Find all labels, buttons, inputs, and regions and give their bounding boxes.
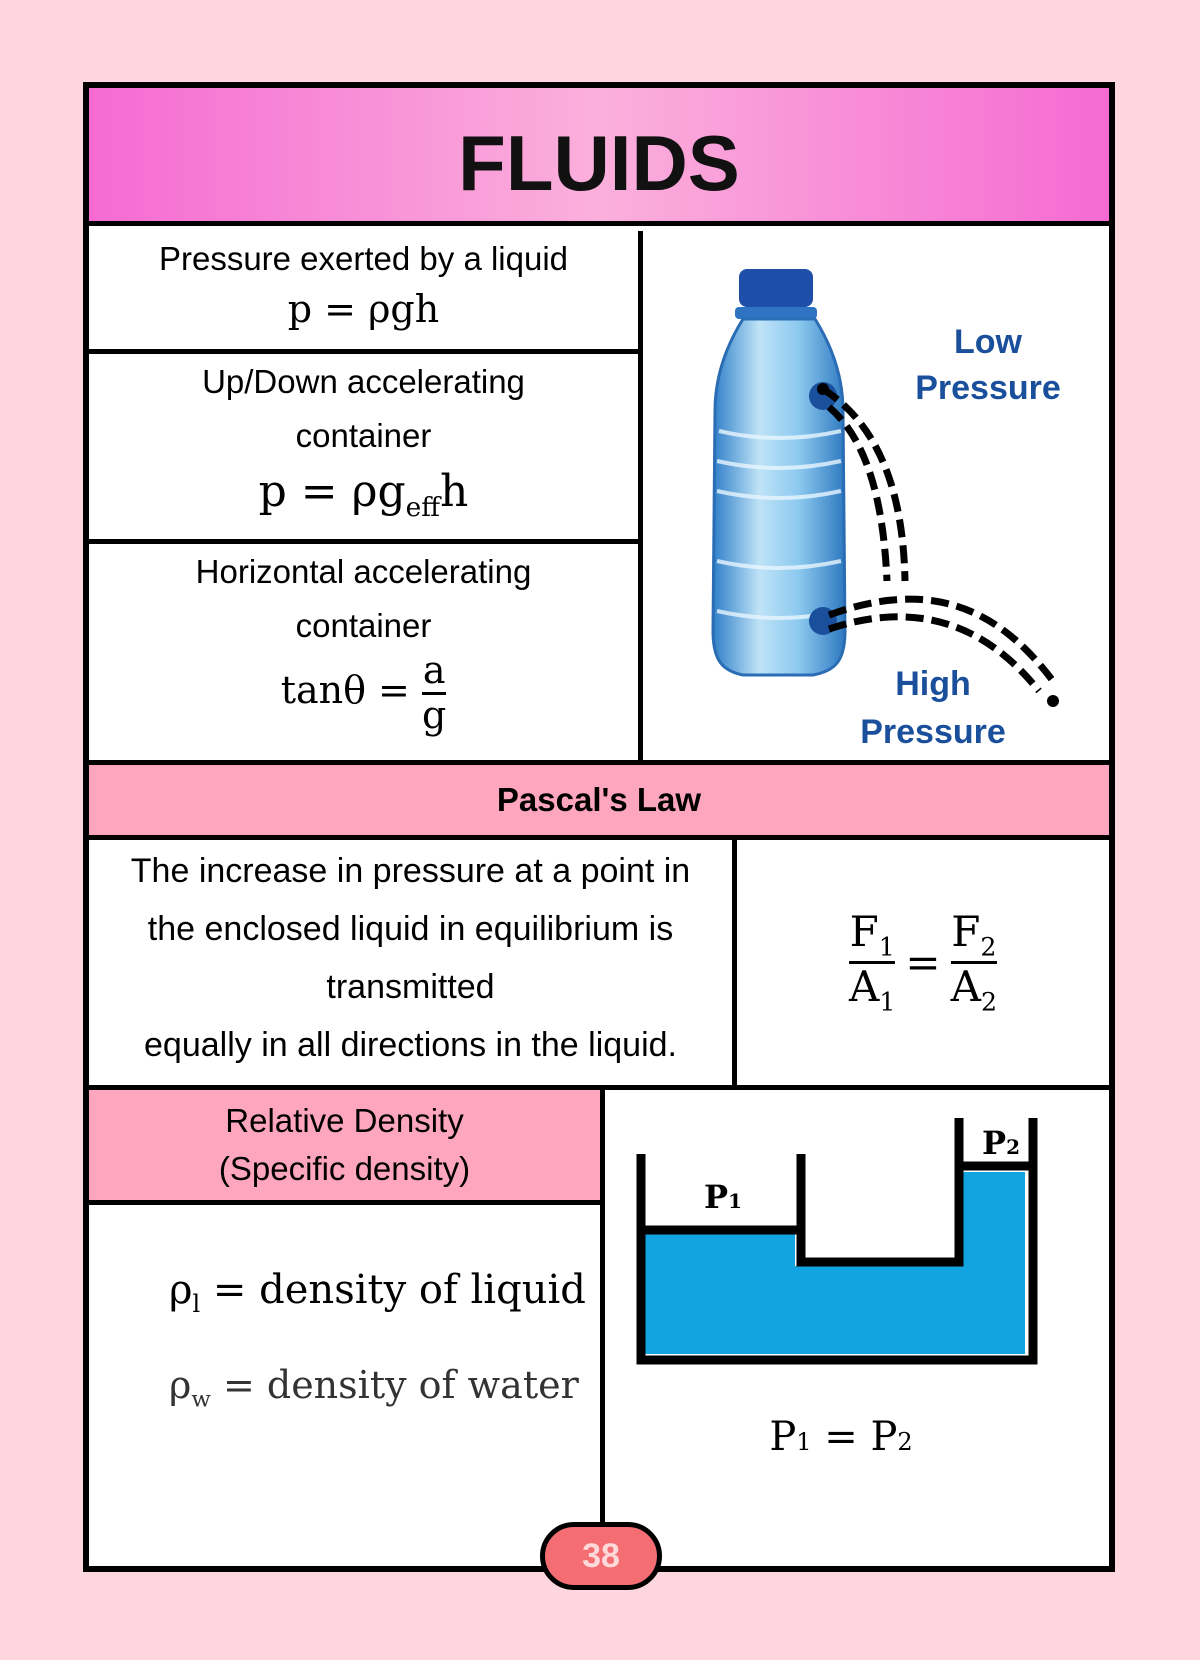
force-2-symbol: F: [951, 906, 981, 956]
p2-label: [982, 1124, 1020, 1162]
pascal-statement-4: equally in all directions in the liquid.: [144, 1026, 677, 1064]
vertical-accel-formula-tail: h: [440, 466, 469, 517]
low-pressure-label-2: Pressure: [915, 369, 1061, 407]
area-2: [951, 964, 997, 1016]
relative-density-cell: [89, 1205, 600, 1566]
rho-liquid-text: = density of liquid: [212, 1267, 586, 1313]
high-pressure-label-1: High: [895, 665, 971, 703]
page-number-badge: [540, 1522, 662, 1590]
horizontal-accel-label-1: Horizontal accelerating: [195, 553, 532, 590]
left-column-fluid: [645, 1234, 795, 1354]
force-area-ratio-2: [950, 906, 997, 1017]
horizontal-accel-formula: [89, 650, 638, 737]
connected-vessels-diagram: [605, 1090, 1109, 1566]
rho-liquid-definition: [169, 1267, 586, 1318]
p2-symbol: P: [982, 1124, 1007, 1162]
rho-liquid-symbol: ρ: [169, 1267, 193, 1313]
jet-end-dot: [1047, 695, 1059, 707]
fraction-numerator: a: [422, 648, 446, 692]
area-1-subscript: 1: [879, 987, 896, 1017]
liquid-pressure-cell: [89, 231, 638, 351]
relative-density-heading-2: (Specific density): [218, 1150, 471, 1187]
high-pressure-label-2: Pressure: [860, 713, 1006, 751]
force-2: [951, 906, 997, 962]
vertical-accel-formula: [89, 466, 638, 523]
force-1-symbol: F: [849, 906, 879, 956]
page-title: FLUIDS: [458, 119, 740, 207]
vertical-accel-label-2: container: [295, 417, 432, 454]
pascal-formula-cell: [737, 840, 1109, 1085]
title-bar: [89, 88, 1109, 226]
fraction-denominator: g: [421, 692, 447, 737]
pascal-formula: [849, 906, 997, 1017]
bottle-neck-ring: [735, 307, 817, 319]
horizontal-accel-cell: [89, 544, 638, 760]
eq-p1-subscript: 1: [796, 1428, 812, 1456]
jet-origin-dot: [817, 383, 829, 395]
equals-sign: =: [905, 938, 941, 987]
pascal-statement-1: The increase in pressure at a point in: [130, 852, 691, 890]
fluids-card: [83, 82, 1115, 1572]
pascal-statement-3: transmitted: [326, 968, 495, 1006]
vessel-figure-cell: [605, 1090, 1109, 1566]
liquid-pressure-formula: p = ρgh: [287, 287, 440, 331]
area-2-subscript: 2: [980, 987, 997, 1017]
rho-liquid-subscript: l: [192, 1290, 201, 1318]
area-1-symbol: A: [849, 962, 880, 1011]
rho-water-definition: [169, 1363, 579, 1413]
rho-water-symbol: ρ: [169, 1363, 192, 1407]
eq-p2-subscript: 2: [897, 1428, 913, 1456]
pascal-statement-2: the enclosed liquid in equilibrium is: [147, 910, 674, 948]
force-area-ratio-1: [849, 906, 896, 1017]
p1-symbol: P: [704, 1178, 729, 1216]
low-pressure-label-1: Low: [954, 323, 1022, 361]
relative-density-heading-1: Relative Density: [225, 1102, 464, 1139]
area-2-symbol: A: [950, 962, 981, 1011]
middle-channel-fluid: [795, 1266, 963, 1354]
force-1: [849, 906, 895, 962]
right-column-fluid: [963, 1172, 1025, 1354]
relative-density-heading-band: [89, 1090, 600, 1200]
p1-subscript: 1: [728, 1189, 742, 1213]
pressure-equality: [769, 1414, 912, 1460]
fraction: [422, 650, 446, 737]
liquid-pressure-label: Pressure exerted by a liquid: [158, 240, 569, 277]
vertical-accel-label-1: Up/Down accelerating: [202, 363, 525, 400]
p2-subscript: 2: [1006, 1135, 1020, 1159]
bottle-figure-cell: [643, 231, 1109, 761]
eq-middle: = P: [811, 1414, 898, 1460]
bottle-illustration: [643, 231, 1109, 761]
rho-water-subscript: w: [191, 1386, 211, 1413]
horizontal-accel-formula-lhs: tanθ =: [280, 667, 410, 712]
p1-label: [704, 1178, 742, 1216]
pascal-statement-cell: [89, 840, 732, 1085]
vertical-accel-formula-main: p = ρg: [258, 466, 406, 517]
force-1-subscript: 1: [878, 932, 895, 962]
vertical-accel-formula-sub: eff: [405, 491, 441, 523]
page-number: 38: [582, 1536, 620, 1575]
force-2-subscript: 2: [980, 932, 997, 962]
rho-water-text: = density of water: [222, 1363, 579, 1407]
eq-p1-symbol: P: [769, 1414, 797, 1460]
horizontal-accel-label-2: container: [295, 607, 432, 644]
pascal-heading: Pascal's Law: [496, 781, 702, 818]
vertical-accel-cell: [89, 354, 638, 539]
pascal-heading-band: [89, 765, 1109, 835]
bottle-cap: [739, 269, 813, 307]
area-1: [849, 964, 895, 1016]
